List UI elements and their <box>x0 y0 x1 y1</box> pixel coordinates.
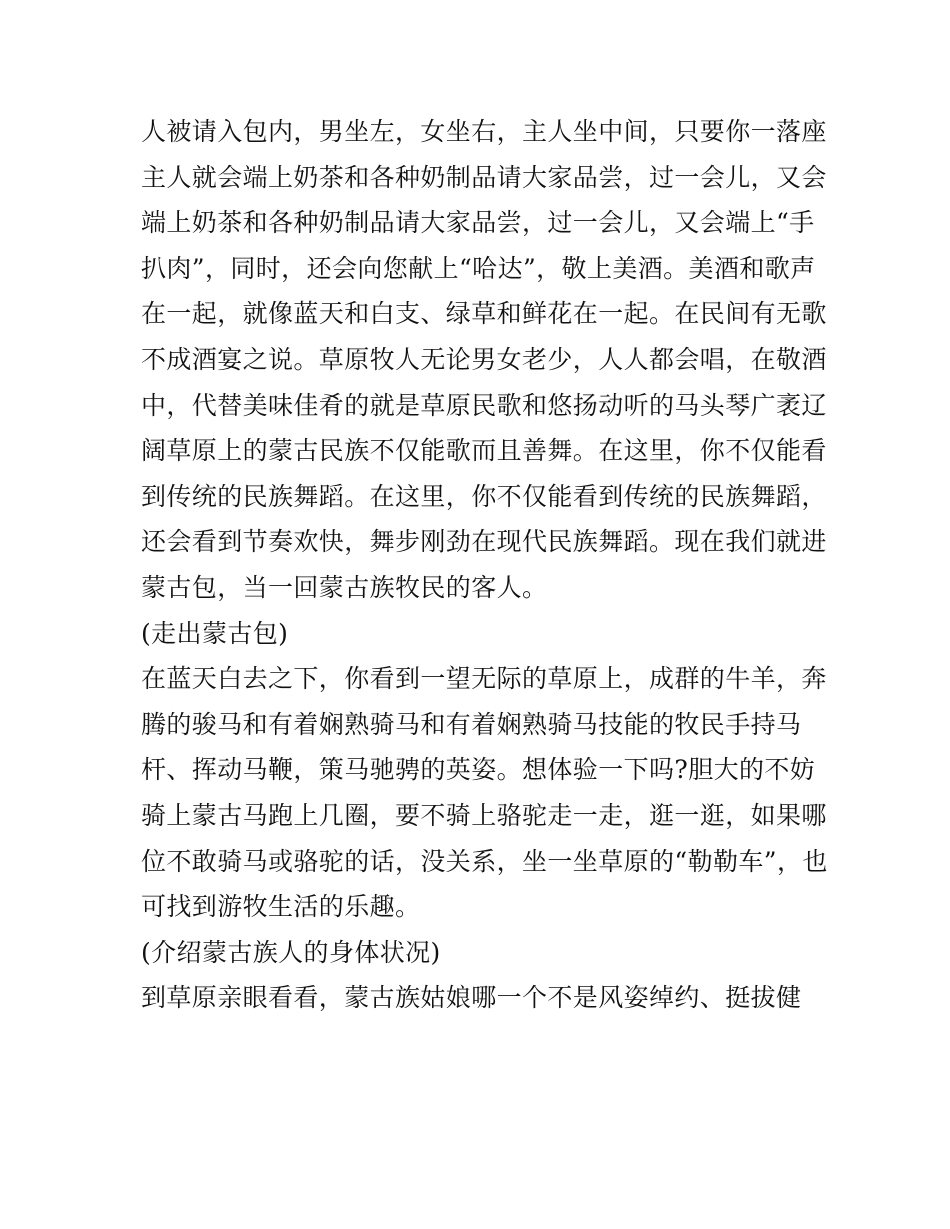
text-line: 位不敢骑马或骆驼的话，没关系，坐一坐草原的“勒勒车”，也 <box>141 846 828 876</box>
section-note: (走出蒙古包) <box>141 618 289 648</box>
text-line: 还会看到节奏欢快，舞步刚劲在现代民族舞蹈。现在我们就进 <box>141 527 827 557</box>
text-line: 人被请入包内，男坐左，女坐右，主人坐中间，只要你一落座 <box>141 117 827 146</box>
text-line: 杆、挥动马鞭，策马驰骋的英姿。想体验一下吗?胆大的不妨 <box>141 755 816 785</box>
text-line: 可找到游牧生活的乐趣。 <box>141 892 421 922</box>
section-note: (介绍蒙古族人的身体状况) <box>141 937 441 967</box>
text-line: 在一起，就像蓝天和白支、绿草和鲜花在一起。在民间有无歌 <box>141 299 827 329</box>
text-line: 端上奶茶和各种奶制品请大家品尝，过一会儿，又会端上“手 <box>141 208 815 238</box>
text-line: 在蓝天白去之下，你看到一望无际的草原上，成群的牛羊，奔 <box>141 664 827 694</box>
body-text <box>141 109 828 1021</box>
text-line: 阔草原上的蒙古民族不仅能歌而且善舞。在这里，你不仅能看 <box>141 436 827 466</box>
text-line: 腾的骏马和有着娴熟骑马和有着娴熟骑马技能的牧民手持马 <box>141 709 802 739</box>
text-line: 到草原亲眼看看，蒙古族姑娘哪一个不是风姿绰约、挺拔健 <box>141 983 802 1013</box>
text-line: 主人就会端上奶茶和各种奶制品请大家品尝，过一会儿，又会 <box>141 162 827 192</box>
text-line: 蒙古包，当一回蒙古族牧民的客人。 <box>141 572 548 602</box>
text-line: 中，代替美味佳肴的就是草原民歌和悠扬动听的马头琴广袤辽 <box>141 390 827 420</box>
text-line: 不成酒宴之说。草原牧人无论男女老少，人人都会唱，在敬酒 <box>141 344 827 374</box>
text-line: 骑上蒙古马跑上几圈，要不骑上骆驼走一走，逛一逛，如果哪 <box>141 800 827 830</box>
text-line: 到传统的民族舞蹈。在这里，你不仅能看到传统的民族舞蹈， <box>141 481 827 511</box>
text-line: 扒肉”，同时，还会向您献上“哈达”，敬上美酒。美酒和歌声 <box>141 253 816 283</box>
